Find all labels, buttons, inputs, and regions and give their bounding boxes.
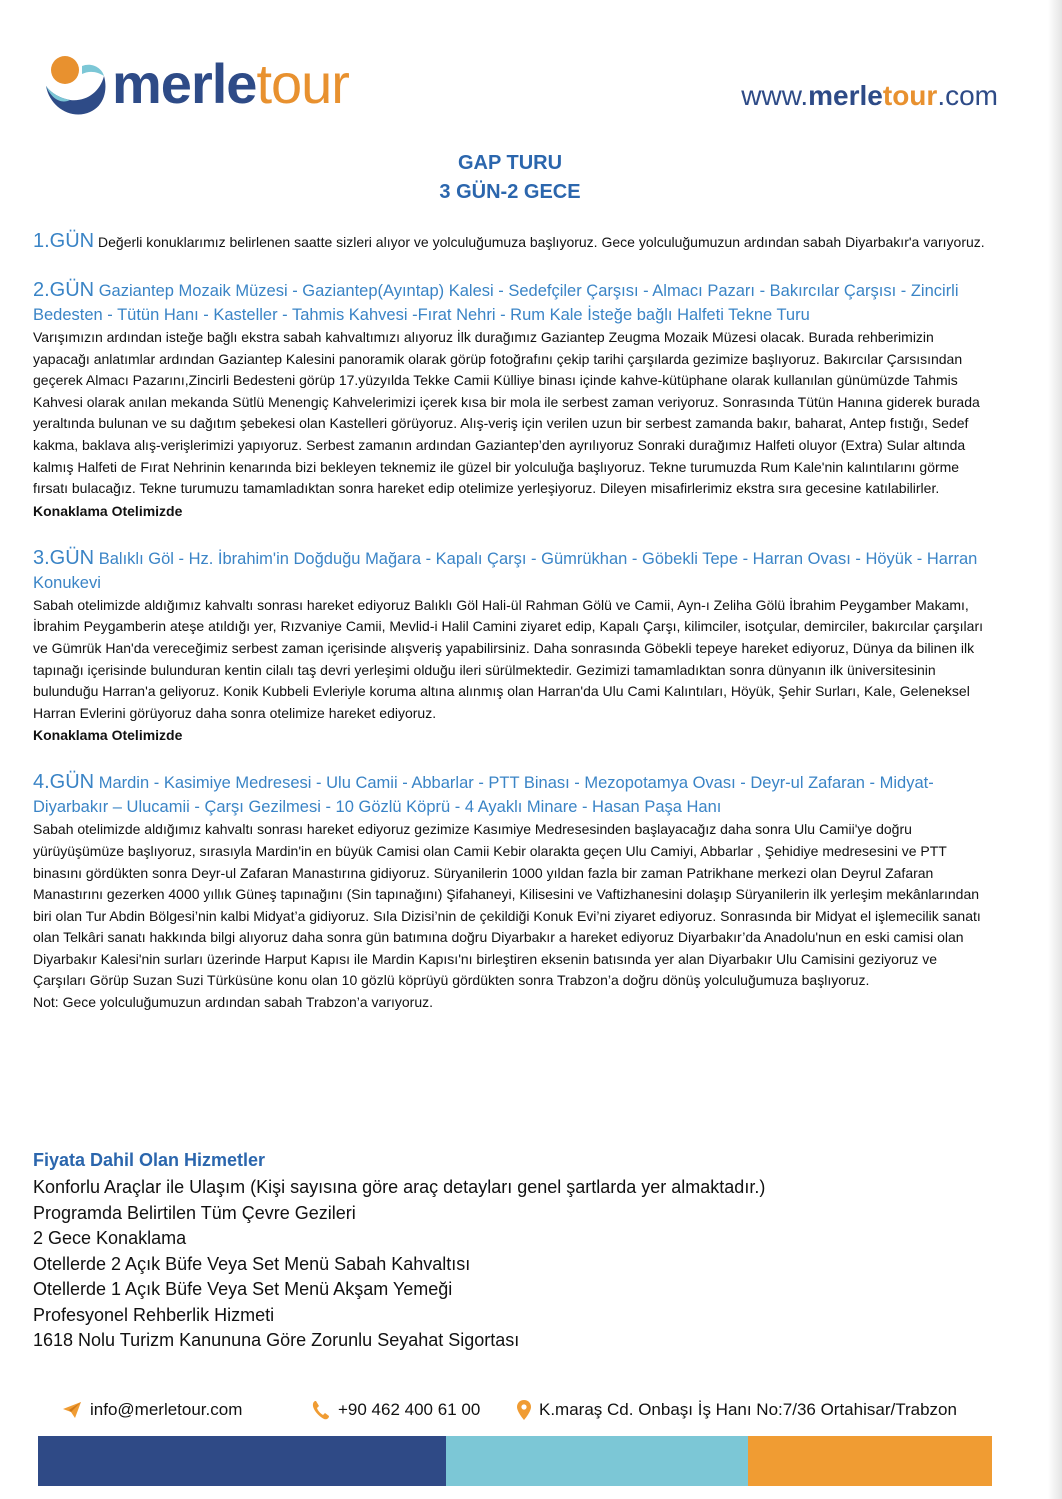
footer-bar-teal — [446, 1436, 748, 1486]
tour-duration: 3 GÜN-2 GECE — [439, 181, 581, 203]
website-url[interactable]: www.merletour.com — [741, 80, 998, 111]
day-2-route: 2.GÜN Gaziantep Mozaik Müzesi - Gaziantep(Ayıntap) Kalesi - Sedefçiler Çarşısı - Almacı Pazarı - Bakırcılar Çarşısı - Zincirli Bedesten - Tütün Hanı - Kasteller - Tahmis Kahvesi -Fırat Nehri - Rum Kale İsteğe bağlı Halfeti Tekne Turu — [33, 279, 959, 324]
service-item: Konforlu Araçlar ile Ulaşım (Kişi sayısına göre araç detayları genel şartlarda yer almaktadır.) — [33, 1177, 766, 1197]
accommodation-note: Konaklama Otelimizde — [33, 727, 183, 744]
footer-address: K.maraş Cd. Onbaşı İş Hanı No:7/36 Ortahisar/Trabzon — [517, 1400, 957, 1420]
arrival-note: Not: Gece yolculuğumuzun ardından sabah Trabzon’a varıyoruz. — [33, 994, 434, 1011]
paper-plane-icon — [62, 1401, 82, 1419]
day-3-route: 3.GÜN Balıklı Göl - Hz. İbrahim'in Doğduğu Mağara - Kapalı Çarşı - Gümrükhan - Göbekli Tepe - Harran Ovası - Höyük - Harran Konukevi — [33, 546, 978, 592]
service-item: Otellerde 1 Açık Büfe Veya Set Menü Akşam Yemeği — [33, 1279, 453, 1299]
tour-title: GAP TURU — [457, 152, 563, 174]
service-item: Otellerde 2 Açık Büfe Veya Set Menü Sabah Kahvaltısı — [33, 1253, 471, 1274]
day-4-description: Sabah otelimizde aldığımız kahvaltı sonrası hareket ediyoruz gezimize Kasımiye Medresesinden başlayacağız daha sonra Ulu Camii'ye doğru yürüyüşümüze başlıyoruz, sırasıyla Mardin'in en büyük Camisi olan Camii Kebir olarakta geçen Ulu Camiyi, Abbarlar , Şehidiye medresesini ve PTT binasını gördükten sonra Deyr-ul Zafaran Manastırına gidiyoruz. Süryanilerin 1000 yıldan fazla bir zaman Patrikhane merkezi olan Deyrul Zafaran Manastırını gezerken 4000 yıllık Güneş tapınağını (Sin tapınağını) Şifahaneyi, Kilisesini ve Vaftizhanesini dolaşıp Süryanilerin ilk yerleşim mekânlarından biri olan Tur Abdin Bölgesi’nin kalbi Midyat’a gidiyoruz. Sıla Dizisi’nin de çekildiği Konuk Evi’ni ziyaret ediyoruz. Sonrasında bir Midyat el işlemecilik sanatı olan Telkâri sanatı hakkında bilgi alıyoruz daha sonra gün batımına doğru Diyarbakır a hareket ediyoruz Diyarbakır’da Anadolu'nun en eski camisi olan Diyarbakır Kalesi'nin surları üzerinde Harput Kapısı ile Mardin Kapısı'nı birleştiren eksenin batısında yer alan Diyarbakır Ulu Camisini geziyoruz ve Çarşıları Görüp Suzan Suzi Türküsüne konu olan 10 gözlü köprüyü gördükten sonra Trabzon’a doğru dönüş yolculuğumuza başlıyoruz. — [33, 821, 981, 989]
day-4 — [33, 770, 993, 1013]
day-label: 4.GÜN — [33, 771, 95, 794]
services-heading: Fiyata Dahil Olan Hizmetler — [33, 1150, 266, 1170]
service-item: Profesyonel Rehberlik Hizmeti — [33, 1304, 275, 1325]
itinerary — [33, 230, 993, 1038]
contact-footer — [62, 1400, 982, 1430]
day-2-description: Varışımızın ardından isteğe bağlı ekstra sabah kahvaltımızı alıyoruz İlk durağımız Gaziantep Zeugma Mozaik Müzesi olacak. Burada rehberimizin yapacağı anlatımlar ardından Gaziantep Kalesini panoramik olarak görüp fotoğrafını çekip tarihi çarşılarda gezimize başlıyoruz. Bakırcılar Çarsısından geçerek Almacı Pazarını,Zincirli Bedesteni görüp 17.yüzyılda Tekke Camii Külliye binası içinde kahve-kütüphane olarak kullanılan günümüzde Tahmis Kahvesi olarak anılan mekanda Sütlü Menengiç Kahvelerimizi içerek kısa bir mola ile serbest zaman veriyoruz. Sonrasında Tütün Hanına giderek burada yeraltında bulunan ve su dağıtım şebekesi olan Kastelleri görüyoruz. Alış-veriş için verilen uzun bir serbest zamanda bakır, baharat, Antep fıstığı, Sedef kakma, baklava alış-verişlerimizi yapıyoruz. Serbest zamanın ardından Gaziantep’den ayrılıyoruz Sonraki durağımız Halfeti oluyor (Extra) Sular altında kalmış Halfeti de Fırat Nehrinin kenarında bizi bekleyen teknemiz ile güzel bir yolculuğa başlıyoruz. Tekne turumuzda Rum Kale'nin kalıntılarını görme fırsatı bulacağız. Tekne turumuzu tamamladıktan sonra hareket edip otelimize yerleşiyoruz. Dileyen misafirlerimiz ekstra sıra gecesine katılabilirler. — [33, 329, 980, 497]
logo-swirl-icon — [42, 48, 110, 120]
day-1 — [33, 230, 993, 254]
day-label: 1.GÜN — [33, 230, 95, 252]
day-label: 3.GÜN — [33, 546, 95, 569]
phone-icon — [312, 1400, 330, 1420]
page-edge-shadow — [1048, 0, 1062, 1499]
footer-phone[interactable]: +90 462 400 61 00 — [312, 1400, 480, 1420]
day-2 — [33, 278, 993, 522]
service-item: 1618 Nolu Turizm Kanununa Göre Zorunlu Seyahat Sigortası — [33, 1330, 520, 1350]
logo-wordmark: merletour — [112, 52, 349, 115]
footer-bar-orange — [748, 1436, 992, 1486]
service-item: 2 Gece Konaklama — [33, 1228, 187, 1248]
merletour-logo — [42, 44, 349, 124]
service-item: Programda Belirtilen Tüm Çevre Gezileri — [33, 1202, 356, 1223]
footer-email[interactable]: info@merletour.com — [62, 1400, 242, 1420]
day-label: 2.GÜN — [33, 279, 95, 301]
accommodation-note: Konaklama Otelimizde — [33, 502, 183, 519]
footer-bar-blue — [38, 1436, 446, 1486]
day-1-text: 1.GÜN Değerli konuklarımız belirlenen saatte sizleri alıyor ve yolculuğumuza başlıyoruz. Gece yolculuğumuzun ardından sabah Diyarbakır'a varıyoruz. — [33, 230, 985, 252]
day-3 — [33, 546, 993, 747]
day-4-route: 4.GÜN Mardin - Kasimiye Medresesi - Ulu Camii - Abbarlar - PTT Binası - Mezopotamya Ovası - Deyr-ul Zafaran - Midyat- Diyarbakır – Ulucamii - Çarşı Gezilmesi - 10 Gözlü Köprü - 4 Ayaklı Minare - Hasan Paşa Hanı — [33, 771, 934, 817]
day-3-description: Sabah otelimizde aldığımız kahvaltı sonrası hareket ediyoruz Balıklı Göl Hali-ül Rahman Gölü ve Camii, Ayn-ı Zeliha Gölü İbrahim Peygamber Makamı, İbrahim Peygamberin ateşe atıldığı yer, Rızvaniye Camii, Mevlid-i Halil Camini ziyaret edip, Kapalı Çarşı, kilimciler, isotçular, demirciler, bakırcılar çarşıları ve Gümrük Han'da vereceğimiz serbest zaman içerisinde alışveriş yapabilirsiniz. Daha sonrasında Göbekli tepeye hareket ediyoruz, Dünya da bilinen ilk tapınağı içerisinde bulunduran kentin cilalı taş devri yerleşimi olduğu ileri sürülmektedir. Gezimizi tamamladıktan sonra dünyanın ilk üniversitesinin bulunduğu Harran'a geliyoruz. Konik Kubbeli Evleriyle koruma altına alınmış olan Harran'da Ulu Cami Kalıntıları, Höyük, Şehir Surları, Kale, Geleneksel Harran Evlerini görüyoruz daha sonra otelimize hareket ediyoruz. — [33, 596, 983, 721]
included-services — [33, 1150, 993, 1354]
location-pin-icon — [517, 1400, 531, 1420]
